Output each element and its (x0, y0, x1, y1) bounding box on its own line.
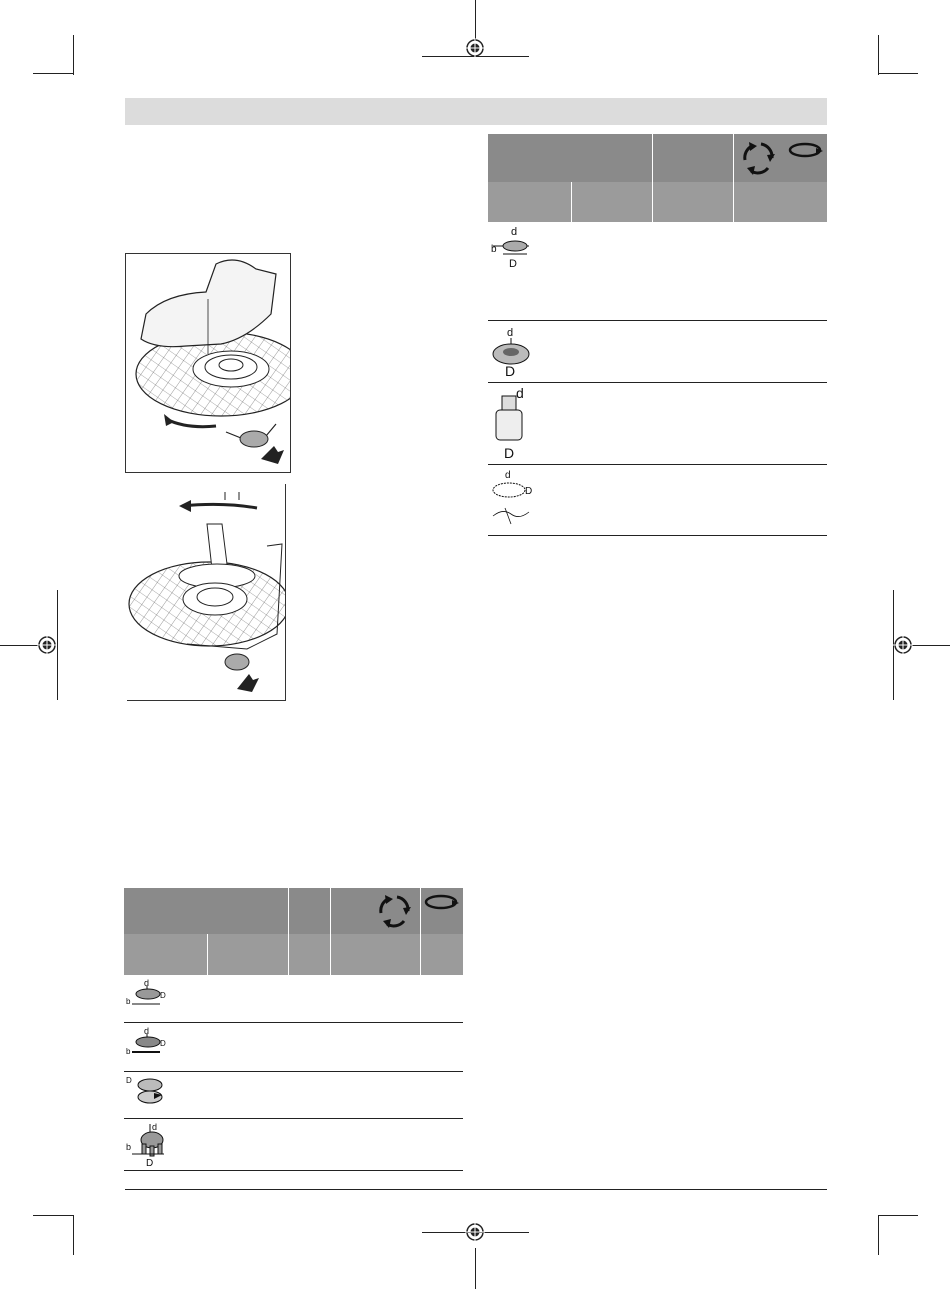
crop-mark (73, 1215, 74, 1255)
crop-mark (0, 645, 40, 646)
crop-mark (878, 1215, 879, 1255)
page-header-band (125, 98, 827, 125)
diamond-core-bit-dimension-icon (490, 384, 534, 462)
svg-text:b: b (491, 244, 497, 255)
svg-text:D: D (146, 1158, 154, 1168)
table-row-divider (488, 382, 827, 383)
table-row-divider (124, 1118, 463, 1119)
table-row-divider (124, 1022, 463, 1023)
diamond-disc-dimension-icon (489, 468, 533, 532)
spanner-illustration (127, 484, 285, 700)
svg-text:D: D (525, 486, 533, 497)
svg-text:b: b (126, 1047, 131, 1056)
svg-text:b: b (126, 997, 131, 1006)
crop-mark (33, 1215, 73, 1216)
registration-mark-icon (465, 1222, 485, 1242)
cup-wire-brush-dimension-icon (489, 324, 533, 380)
svg-text:D: D (160, 991, 166, 1000)
page-footer-rule (125, 1189, 827, 1190)
table-row-divider (488, 535, 827, 536)
crop-mark (878, 35, 879, 75)
crop-mark (878, 1215, 918, 1216)
crop-mark (33, 73, 73, 74)
svg-text:d: d (144, 1026, 150, 1036)
knotted-brush-dimension-icon (124, 1120, 168, 1168)
spanner-loosening-flange-figure (127, 484, 286, 701)
registration-mark-icon (37, 635, 57, 655)
rotation-arrows-icon (373, 891, 415, 931)
svg-text:D: D (504, 445, 515, 461)
registration-mark-icon (893, 635, 913, 655)
svg-text:D: D (509, 258, 517, 270)
svg-text:d: d (505, 470, 511, 481)
speed-ring-icon (788, 140, 824, 160)
crop-mark (73, 35, 74, 75)
saw-blade-dimension-icon (489, 224, 533, 270)
svg-text:D: D (160, 1039, 166, 1048)
grinding-disc-dimension-icon (124, 976, 168, 1010)
svg-text:D: D (505, 363, 516, 379)
crop-mark (57, 590, 58, 700)
svg-text:d: d (144, 978, 150, 988)
svg-text:d: d (507, 327, 514, 339)
cutting-disc-dimension-icon (124, 1024, 168, 1058)
speed-ring-icon (424, 892, 460, 912)
crop-mark (912, 645, 950, 646)
rotation-arrows-icon (737, 138, 779, 178)
svg-text:D: D (126, 1076, 132, 1085)
table-row-divider (488, 320, 827, 321)
crop-mark (878, 73, 918, 74)
svg-text:d: d (152, 1122, 158, 1132)
right-table-subheader (488, 182, 827, 222)
svg-text:d: d (511, 226, 518, 238)
angle-grinder-illustration (126, 254, 290, 472)
table-row-divider (124, 1071, 463, 1072)
crop-mark (475, 1248, 476, 1289)
left-table-subheader (124, 934, 463, 975)
svg-text:b: b (126, 1142, 132, 1152)
hand-tightening-flange-figure (125, 253, 291, 473)
table-row-divider (488, 464, 827, 465)
crop-mark (475, 0, 476, 40)
table-row-divider (124, 1170, 463, 1171)
svg-text:d: d (516, 385, 524, 401)
registration-mark-icon (465, 38, 485, 58)
sanding-sheet-dimension-icon (124, 1073, 168, 1107)
